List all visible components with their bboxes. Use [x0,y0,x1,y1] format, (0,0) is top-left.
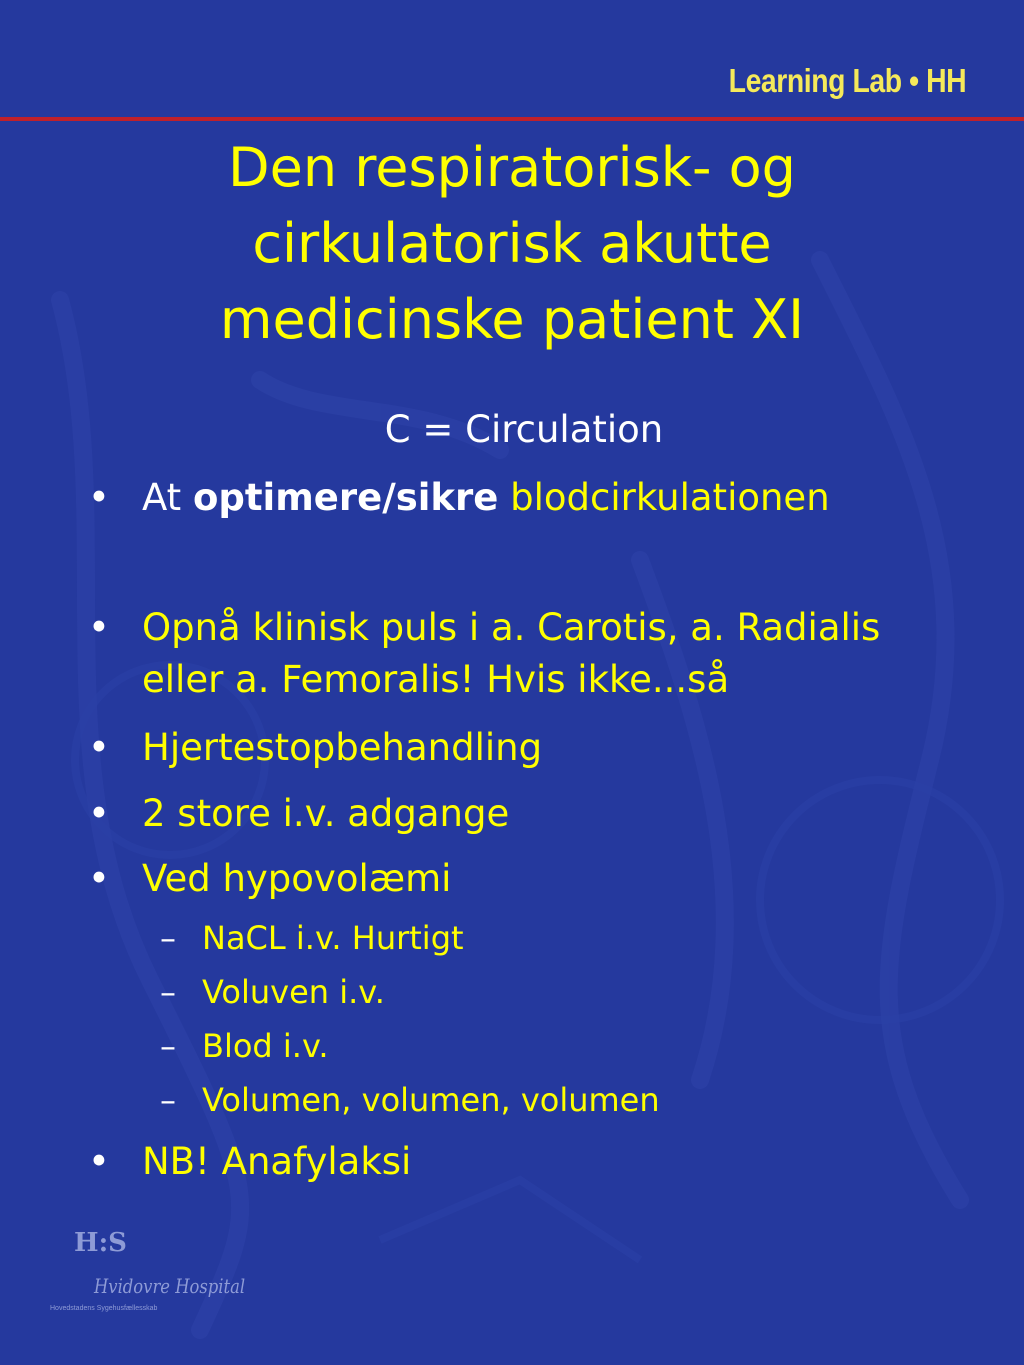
bullet-rest: blodcirkulationen [510,476,830,519]
bullet-text [142,602,880,706]
bullet-emphasis: optimere/sikre [192,476,499,519]
bullet-line: Opnå klinisk puls i a. Carotis, a. Radialis [142,606,881,649]
sub-bullet-text: NaCL i.v. Hurtigt [202,919,464,957]
sub-bullet-dash: – [160,973,176,1011]
bullet-lead: At [142,476,182,519]
title-line: medicinske patient XI [219,288,805,351]
bullet-dot: • [88,606,110,649]
header-rule [0,117,1024,121]
title-line: cirkulatorisk akutte [252,212,772,275]
slide-title [60,130,964,358]
logo-tagline: Hovedstadens Sygehusfællesskab [50,1305,158,1312]
bullet-text: Ved hypovolæmi [142,857,452,900]
bullet-text: Hjertestopbehandling [142,726,543,769]
bullet-dot: • [88,1140,110,1183]
sub-bullet-text: Voluven i.v. [202,973,385,1011]
sub-bullet-dash: – [160,919,176,957]
sub-bullet-text: Blod i.v. [202,1027,329,1065]
sub-bullet-dash: – [160,1027,176,1065]
hospital-logo [48,1228,246,1323]
bullet-text: 2 store i.v. adgange [142,792,510,835]
bullet-dot: • [88,476,110,519]
bullet-dot: • [88,792,110,835]
slide-subtitle: C = Circulation [384,408,664,451]
bullet-line: eller a. Femoralis! Hvis ikke...så [142,658,730,701]
logo-name: Hvidovre Hospital [94,1274,246,1298]
bullet-text: NB! Anafylaksi [142,1140,412,1183]
brand-label: Learning Lab • HH [728,62,966,99]
sub-bullet-text: Volumen, volumen, volumen [202,1081,660,1119]
logo-mark: H:S [74,1228,127,1258]
bullet-dot: • [88,726,110,769]
sub-bullet-dash: – [160,1081,176,1119]
title-line: Den respiratorisk- og [228,136,796,199]
bullet-dot: • [88,857,110,900]
